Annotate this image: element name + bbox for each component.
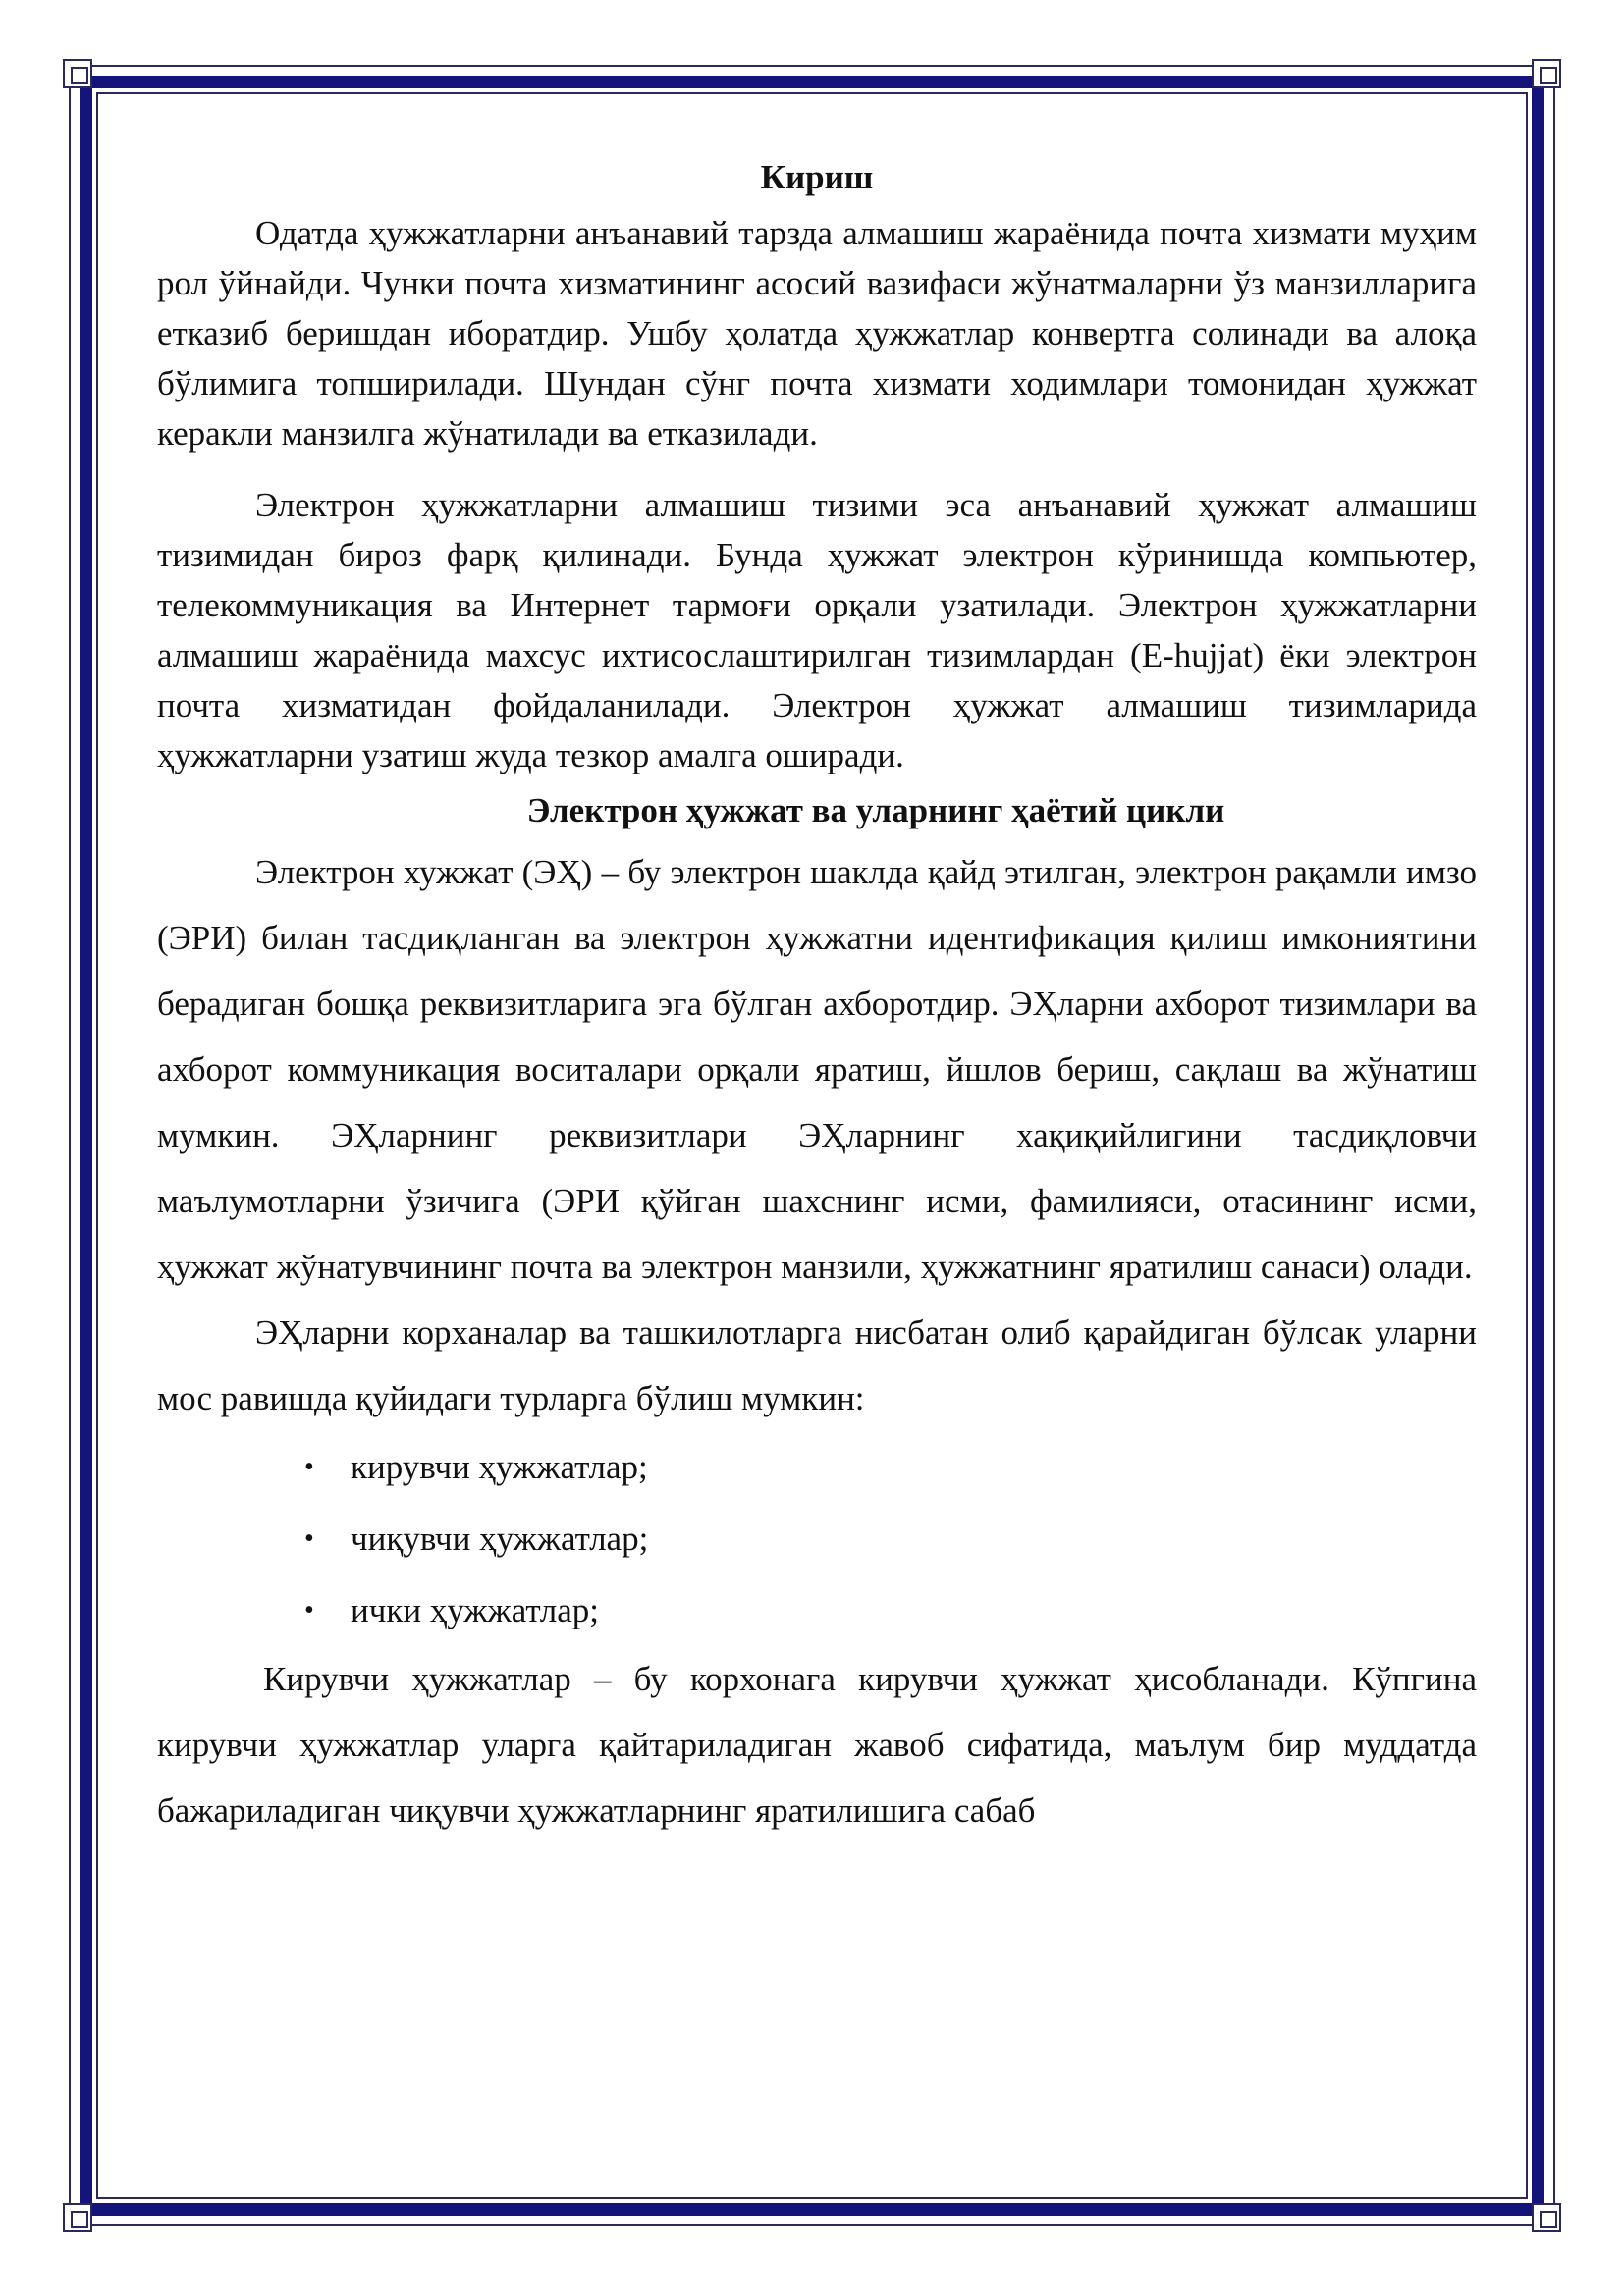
list-item [304,1503,1477,1575]
frame-corner-ornament-bottom-right [1532,2203,1561,2232]
paragraph-final: Кирувчи ҳужжатлар – бу корхонага кирувчи ҳужжат ҳисобланади. Кўпгина кирувчи ҳужжатлар уларга қайтариладиган жавоб сифатида, маълум бир муддатда бажариладиган чиқувчи ҳужжатларнинг яратилишига сабаб [157,1660,1477,1830]
list-item-text: ички ҳужжатлар; [351,1591,599,1629]
frame-corner-ornament-top-left [63,59,92,88]
bullet-icon: • [304,1523,314,1554]
list-item-text: кирувчи ҳужжатлар; [351,1448,648,1486]
heading-intro: Кириш [760,158,874,196]
list-item [304,1575,1477,1646]
frame-corner-ornament-bottom-left [63,2203,92,2232]
paragraph-intro-1: Одатда ҳужжатларни анъанавий тарзда алмашиш жараёнида почта хизмати муҳим рол ўйнайди. Чунки почта хизматининг асосий вазифаси жўнатмаларни ўз манзилларига етказиб беришдан иборатдир. Ушбу ҳолатда ҳужжатлар конвертга солинади ва алоқа бўлимига топширилади. Шундан сўнг почта хизмати ходимлари томонидан ҳужжат керакли манзилга жўнатилади ва етказилади. [157,214,1477,453]
paragraph-section-1: Электрон хужжат (ЭҲ) – бу электрон шаклда қайд этилган, электрон рақамли имзо (ЭРИ) билан тасдиқланган ва электрон ҳужжатни идентификация қилиш имкониятини берадиган бошқа реквизитларига эга бўлган ахборотдир. ЭҲларни ахборот тизимлари ва ахборот коммуникация воситалари орқали яратиш, йшлов бериш, сақлаш ва жўнатиш мумкин. ЭҲларнинг реквизитлари ЭҲларнинг хақиқийлигини тасдиқловчи маълумотларни ўзичига (ЭРИ қўйган шахснинг исми, фамилияси, отасининг исми, ҳужжат жўнатувчининг почта ва электрон манзили, ҳужжатнинг яратилиш санаси) олади. [157,853,1477,1286]
document-types-list [157,1431,1477,1646]
paragraph-section-2: ЭҲларни корханалар ва ташкилотларга нисбатан олиб қарайдиган бўлсак уларни мос равишда қуйидаги турларга бўлиш мумкин: [157,1313,1477,1417]
list-item [304,1431,1477,1503]
document-body [157,147,1477,1843]
bullet-icon: • [304,1452,314,1482]
list-item-text: чиқувчи ҳужжатлар; [351,1520,649,1558]
frame-corner-ornament-top-right [1532,59,1561,88]
paragraph-intro-2: Электрон ҳужжатларни алмашиш тизими эса анъанавий ҳужжат алмашиш тизимидан бироз фарқ қилинади. Бунда ҳужжат электрон кўринишда компьютер, телекоммуникация ва Интернет тармоғи орқали узатилади. Электрон ҳужжатларни алмашиш жараёнида махсус ихтисослаштирилган тизимлардан (E-hujjat) ёки электрон почта хизматидан фойдаланилади. Электрон ҳужжат алмашиш тизимларида ҳужжатларни узатиш жуда тезкор амалга оширади. [157,486,1477,774]
heading-section: Электрон ҳужжат ва уларнинг ҳаётий цикли [526,791,1225,829]
bullet-icon: • [304,1595,314,1626]
